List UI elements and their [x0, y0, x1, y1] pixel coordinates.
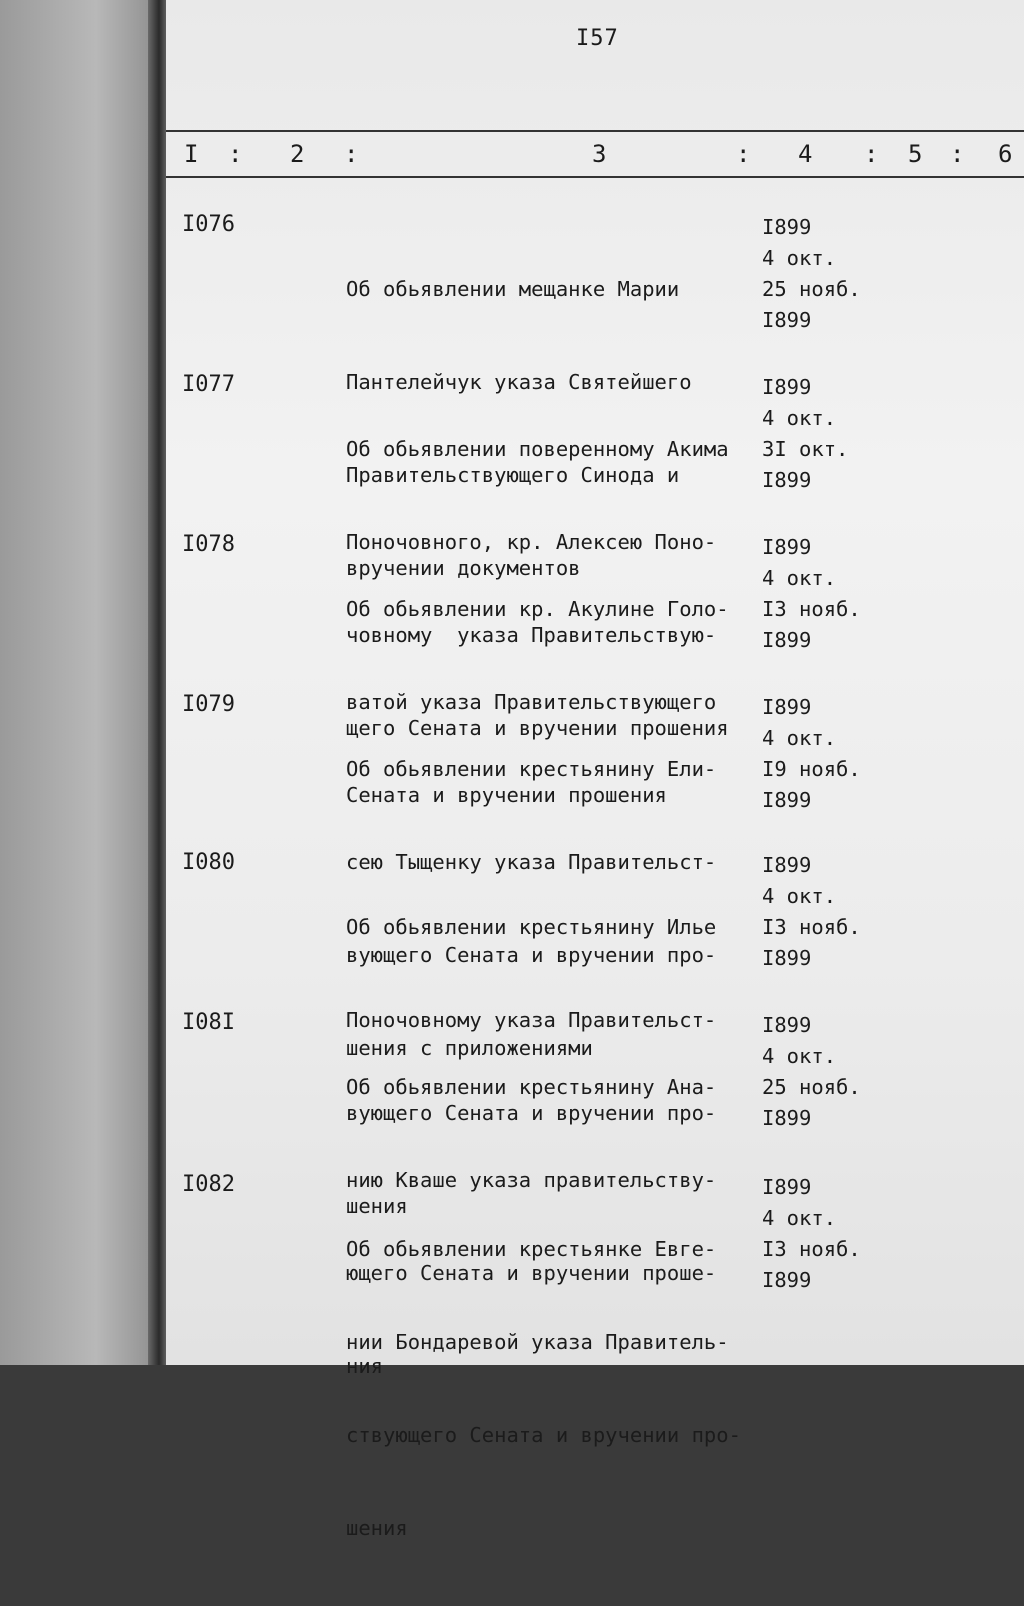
description-line: Поночовному указа Правительст-	[346, 1008, 717, 1032]
end-date: I3 нояб.	[762, 1237, 861, 1261]
end-date: I3 нояб.	[762, 915, 861, 939]
record-number: I076	[182, 212, 235, 237]
col-header-1: I	[184, 140, 199, 168]
start-date: 4 окт.	[762, 884, 837, 908]
start-year: I899	[762, 1175, 812, 1199]
description-line: шения	[346, 1516, 408, 1540]
description-line: Об обьявлении кр. Акулине Голо-	[346, 597, 729, 621]
end-year: I899	[762, 788, 812, 812]
end-date: I9 нояб.	[762, 757, 861, 781]
col-header-sep: :	[344, 140, 359, 168]
record-number: I080	[182, 850, 235, 875]
description-line: Об обьявлении мещанке Марии	[346, 277, 680, 301]
record-dates	[762, 212, 882, 336]
description-line: нии Бондаревой указа Правитель-	[346, 1330, 729, 1354]
col-header-5: 5	[908, 140, 923, 168]
description-line: Об обьявлении крестьянину Ели-	[346, 757, 717, 781]
start-year: I899	[762, 1013, 812, 1037]
start-year: I899	[762, 695, 812, 719]
start-date: 4 окт.	[762, 1044, 837, 1068]
start-date: 4 окт.	[762, 1206, 837, 1230]
description-line: Сената и вручении прошения	[346, 783, 667, 807]
description-line: Об обьявлении крестьянину Илье	[346, 915, 717, 939]
record-dates	[762, 1172, 882, 1296]
facing-page	[0, 0, 160, 1365]
description-line: Об обьявлении крестьянке Евге-	[346, 1237, 717, 1261]
description-line: нию Кваше указа правительству-	[346, 1168, 717, 1192]
description-line: ющего Сената и вручении проше-	[346, 1261, 717, 1285]
record-dates	[762, 850, 882, 974]
description-line: щего Сената и вручении прошения	[346, 716, 729, 740]
description-line: ватой указа Правительствующего	[346, 690, 717, 714]
end-date: 25 нояб.	[762, 277, 861, 301]
col-header-6: 6	[998, 140, 1013, 168]
start-date: 4 окт.	[762, 566, 837, 590]
description-line: Пантелейчук указа Святейшего	[346, 370, 692, 394]
start-date: 4 окт.	[762, 726, 837, 750]
col-header-2: 2	[290, 140, 305, 168]
end-year: I899	[762, 308, 812, 332]
record-number: I08I	[182, 1010, 235, 1035]
record-number: I078	[182, 532, 235, 557]
start-date: 4 окт.	[762, 406, 837, 430]
col-header-sep: :	[950, 140, 965, 168]
record-dates	[762, 372, 882, 496]
description-line: шения	[346, 1194, 408, 1218]
page-number: I57	[576, 26, 619, 51]
description-line: Правительствующего Синода и	[346, 463, 680, 487]
start-year: I899	[762, 215, 812, 239]
description-line: ния	[346, 1354, 384, 1378]
record-dates	[762, 1010, 882, 1134]
start-date: 4 окт.	[762, 246, 837, 270]
description-line: вующего Сената и вручении про-	[346, 943, 717, 967]
end-year: I899	[762, 1268, 812, 1292]
record-number: I082	[182, 1172, 235, 1197]
description-line: Об обьявлении крестьянину Ана-	[346, 1075, 717, 1099]
description-line: ствующего Сената и вручении про-	[346, 1423, 741, 1447]
col-header-sep: :	[228, 140, 243, 168]
col-header-sep: :	[864, 140, 879, 168]
record-dates	[762, 532, 882, 656]
start-year: I899	[762, 375, 812, 399]
end-year: I899	[762, 1106, 812, 1130]
record-description	[346, 1172, 766, 1606]
document-page	[166, 0, 1024, 1540]
start-year: I899	[762, 853, 812, 877]
description-line: вручении документов	[346, 556, 581, 580]
description-line: човному указа Правительствую-	[346, 623, 717, 647]
header-rule-bottom	[166, 176, 1024, 178]
col-header-4: 4	[798, 140, 813, 168]
record-number: I079	[182, 692, 235, 717]
col-header-3: 3	[592, 140, 607, 168]
description-line: сею Тыщенку указа Правительст-	[346, 850, 717, 874]
end-year: I899	[762, 946, 812, 970]
end-date: 3I окт.	[762, 437, 849, 461]
header-rule-top	[166, 130, 1024, 132]
record-number: I077	[182, 372, 235, 397]
description-line: шения с приложениями	[346, 1036, 593, 1060]
end-date: I3 нояб.	[762, 597, 861, 621]
start-year: I899	[762, 535, 812, 559]
end-date: 25 нояб.	[762, 1075, 861, 1099]
end-year: I899	[762, 628, 812, 652]
description-line: Об обьявлении поверенному Акима	[346, 437, 729, 461]
col-header-sep: :	[736, 140, 751, 168]
record-dates	[762, 692, 882, 816]
description-line: вующего Сената и вручении про-	[346, 1101, 717, 1125]
description-line: Поночовного, кр. Алексею Поно-	[346, 530, 717, 554]
end-year: I899	[762, 468, 812, 492]
record-entry	[166, 1172, 1024, 1540]
